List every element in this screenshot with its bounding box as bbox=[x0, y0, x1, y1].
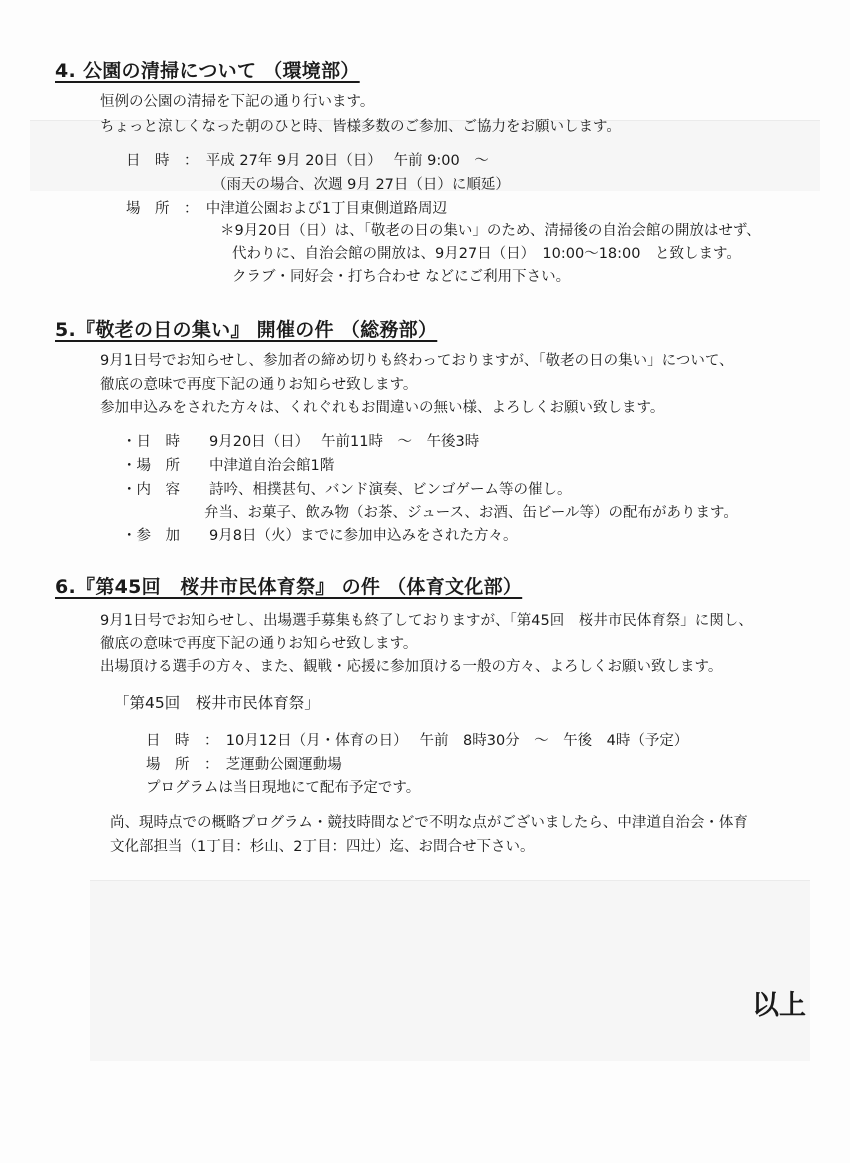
section-4-intro-line: 恒例の公園の清掃を下記の通り行います。 bbox=[100, 94, 375, 110]
section-4-place: 場 所 ： 中津道公園および1丁目東側道路周辺 bbox=[126, 201, 447, 217]
section-6-place: 場 所 ： 芝運動公園運動場 bbox=[146, 757, 342, 773]
section-4-note-line: クラブ・同好会・打ち合わせ などにご利用下さい。 bbox=[232, 269, 571, 285]
section-4-note-line: ＊9月20日（日）は、「敬老の日の集い」のため、清掃後の自治会館の開放はせず、 bbox=[220, 223, 761, 239]
section-6-contact-line: 文化部担当（1丁目：杉山、2丁目：四辻）迄、お問合せ下さい。 bbox=[110, 839, 535, 855]
section-6-event-title: 「第45回 桜井市民体育祭」 bbox=[114, 694, 320, 712]
section-5-detail-line: ・日 時 9月20日（日） 午前11時 ～ 午後3時 bbox=[122, 434, 480, 450]
section-4-note-line: 代わりに、自治会館の開放は、9月27日（日） 10:00～18:00 と致します。 bbox=[232, 246, 741, 262]
section-5-heading: 5.『敬老の日の集い』 開催の件 （総務部） bbox=[55, 319, 438, 341]
section-5-intro-line: 9月1日号でお知らせし、参加者の締め切りも終わっておりますが、「敬老の日の集い」について、 bbox=[100, 353, 734, 369]
bleed-through-shade bbox=[90, 880, 810, 1061]
section-4-date: 日 時 ： 平成 27年 9月 20日（日） 午前 9:00 ～ bbox=[126, 153, 489, 169]
section-6-date: 日 時 ： 10月12日（月・体育の日） 午前 8時30分 ～ 午後 4時（予定） bbox=[146, 733, 689, 749]
section-5-detail-line: ・内 容 詩吟、相撲甚句、バンド演奏、ビンゴゲーム等の催し。 bbox=[122, 482, 572, 498]
section-4-rain-note: （雨天の場合、次週 9月 27日（日）に順延） bbox=[212, 177, 510, 193]
section-6-intro-line: 9月1日号でお知らせし、出場選手募集も終了しておりますが、「第45回 桜井市民体育祭」に関し、 bbox=[100, 613, 753, 629]
section-5-detail-line: 弁当、お菓子、飲み物（お茶、ジュース、お酒、缶ビール等）の配布があります。 bbox=[204, 505, 738, 521]
section-6-program-note: プログラムは当日現地にて配布予定です。 bbox=[146, 780, 421, 796]
section-4-heading: 4. 公園の清掃について （環境部） bbox=[55, 60, 360, 82]
section-5-intro-line: 徹底の意味で再度下記の通りお知らせ致します。 bbox=[100, 377, 418, 393]
section-5-detail-line: ・場 所 中津道自治会館1階 bbox=[122, 458, 335, 474]
section-6-contact-line: 尚、現時点での概略プログラム・競技時間などで不明な点がございましたら、中津道自治会・体育 bbox=[110, 815, 748, 831]
section-5-intro-line: 参加申込みをされた方々は、くれぐれもお間違いの無い様、よろしくお願い致します。 bbox=[100, 400, 665, 416]
closing-text: 以上 bbox=[752, 990, 806, 1021]
section-4-intro-line: ちょっと涼しくなった朝のひと時、皆様多数のご参加、ご協力をお願いします。 bbox=[100, 119, 621, 135]
section-6-intro-line: 徹底の意味で再度下記の通りお知らせ致します。 bbox=[100, 636, 418, 652]
section-5-detail-line: ・参 加 9月8日（火）までに参加申込みをされた方々。 bbox=[122, 528, 518, 544]
section-6-heading: 6.『第45回 桜井市民体育祭』 の件 （体育文化部） bbox=[55, 576, 523, 598]
section-6-intro-line: 出場頂ける選手の方々、また、観戦・応援に参加頂ける一般の方々、よろしくお願い致します。 bbox=[100, 659, 723, 675]
